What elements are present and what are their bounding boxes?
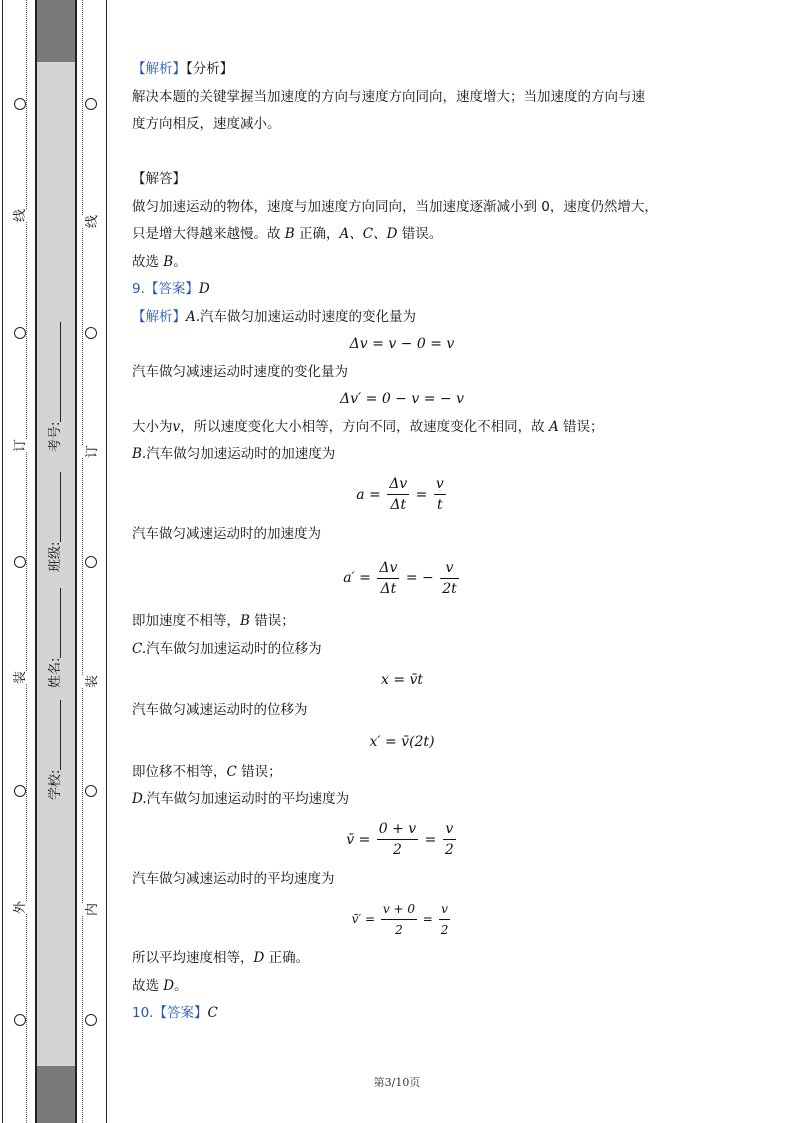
answer-letter: C xyxy=(207,1005,218,1021)
inner-char-zhuang: 装 xyxy=(81,675,100,688)
fraction xyxy=(387,474,409,515)
analysis-tag: 【解析】 xyxy=(132,61,186,77)
numerator: 0 + v xyxy=(377,819,418,840)
answer-letter: D xyxy=(198,281,210,297)
text-run: 大小为 xyxy=(132,418,173,435)
text-line xyxy=(132,414,672,442)
text-run: 。 xyxy=(173,253,187,270)
inner-char-nei: 内 xyxy=(81,903,100,916)
question-10-answer xyxy=(132,1000,672,1028)
margin-border-right xyxy=(106,0,107,1123)
option-letter: A xyxy=(548,418,559,435)
name-label: 姓名: xyxy=(48,657,63,688)
option-letter: B xyxy=(284,226,295,242)
option-letter: D. xyxy=(132,791,147,807)
inner-circle-mark xyxy=(85,327,97,339)
option-letters: A、C、D xyxy=(339,226,398,242)
denominator: 2 xyxy=(395,923,403,937)
eq-lhs: v̄ = xyxy=(346,831,371,848)
equation-displacement: x = v̄t xyxy=(380,672,424,688)
solution-line: 做匀加速运动的物体，速度与加速度方向同向，当加速度逐渐减小到 0，速度仍然增大， xyxy=(132,198,658,215)
denominator: 2 xyxy=(440,923,449,937)
numerator: Δv xyxy=(377,558,399,579)
option-letter: B xyxy=(240,613,250,629)
inner-circle-mark xyxy=(85,556,97,568)
denominator: t xyxy=(437,497,443,513)
numerator: v xyxy=(439,899,451,920)
option-letter: D xyxy=(253,950,265,966)
denominator: Δt xyxy=(390,497,407,513)
text-run: 只是增大得越来越慢。故 xyxy=(132,226,285,242)
equation-displacement-prime: x′ = v̄(2t) xyxy=(369,733,435,750)
exam-number-field xyxy=(44,322,63,452)
variable: v xyxy=(172,418,181,435)
text-run: 故选 xyxy=(132,977,164,994)
outer-circle-mark xyxy=(14,556,26,568)
option-letter: B xyxy=(163,253,174,270)
question-9-answer xyxy=(132,276,672,304)
q9-analysis-line xyxy=(132,304,672,332)
text-run: 错误； xyxy=(558,418,604,435)
fraction xyxy=(434,474,446,515)
equation-delta-v-prime: Δv′ = 0 − v = − v xyxy=(340,391,464,407)
numerator: v xyxy=(443,819,456,840)
analysis-subtag: 【分析】 xyxy=(186,61,234,77)
text-line xyxy=(132,786,672,814)
text-run: 汽车做匀加速运动时速度的变化量为 xyxy=(200,308,417,325)
numerator: v xyxy=(440,558,459,579)
answer-content xyxy=(132,56,672,1028)
inner-dotted-line xyxy=(82,0,83,1123)
exam-number-blank xyxy=(50,322,61,422)
exam-number-label: 考号: xyxy=(48,421,63,452)
text-line: 汽车做匀减速运动时速度的变化量为 xyxy=(132,363,348,380)
denominator: 2 xyxy=(444,842,454,858)
option-letter: C. xyxy=(132,640,147,657)
equation-average-velocity xyxy=(132,814,672,866)
analysis-line: 度方向相反，速度减小。 xyxy=(132,116,281,132)
inner-circle-mark xyxy=(85,98,97,110)
fraction xyxy=(439,899,451,940)
class-blank xyxy=(50,472,61,542)
class-field xyxy=(44,472,63,572)
inner-char-ding: 订 xyxy=(81,445,100,458)
eq-operator: = xyxy=(422,912,433,926)
text-run: 。 xyxy=(174,977,188,994)
outer-dotted-line xyxy=(26,0,27,1123)
option-letter: C xyxy=(226,763,237,780)
text-run: 错误； xyxy=(236,763,282,780)
eq-operator: = xyxy=(424,831,437,848)
inner-circle-mark xyxy=(85,1014,97,1026)
analysis-line: 解决本题的关键掌握当加速度的方向与速度方向同向，速度增大；当加速度的方向与速 xyxy=(132,88,645,105)
numerator: Δv xyxy=(387,474,409,495)
fraction xyxy=(440,558,459,599)
text-run: 所以平均速度相等， xyxy=(132,950,254,966)
text-line xyxy=(132,636,672,664)
numerator: v + 0 xyxy=(381,899,417,920)
option-letter: D xyxy=(163,977,175,994)
text-line xyxy=(132,608,672,636)
text-run: 正确。 xyxy=(264,950,310,966)
text-line xyxy=(132,441,672,469)
choice-line xyxy=(132,973,672,1001)
equation-average-velocity-prime xyxy=(132,893,672,945)
text-run: 正确， xyxy=(294,226,340,242)
equation-delta-v: Δv = v − 0 = v xyxy=(349,336,455,352)
question-number: 10. xyxy=(132,1005,154,1021)
eq-lhs: v̄′ = xyxy=(351,912,376,926)
fraction xyxy=(377,558,399,599)
solution-line xyxy=(132,221,672,249)
answer-tag: 【答案】 xyxy=(144,281,199,297)
option-letter: A. xyxy=(186,308,201,325)
class-label: 班级: xyxy=(48,541,63,572)
text-run: 错误。 xyxy=(397,226,443,242)
text-run: 汽车做匀加速运动时的加速度为 xyxy=(146,446,336,462)
eq-operator: = − xyxy=(405,570,434,586)
school-blank xyxy=(50,700,61,770)
denominator: 2 xyxy=(393,842,402,858)
outer-char-wai: 外 xyxy=(9,901,28,914)
answer-tag: 【答案】 xyxy=(153,1005,208,1021)
text-line xyxy=(132,759,672,787)
text-run: 即位移不相等， xyxy=(132,763,227,780)
question-number: 9. xyxy=(132,281,145,297)
text-line: 汽车做匀减速运动时的平均速度为 xyxy=(132,870,335,887)
outer-circle-mark xyxy=(14,1014,26,1026)
outer-circle-mark xyxy=(14,327,26,339)
school-label: 学校: xyxy=(48,769,63,800)
inner-char-xian: 线 xyxy=(81,215,100,228)
school-field xyxy=(44,700,63,800)
outer-char-ding: 订 xyxy=(9,439,28,452)
name-field xyxy=(44,588,63,688)
text-run: ，所以速度变化大小相等，方向不同，故速度变化不相同，故 xyxy=(180,418,549,435)
text-run: 即加速度不相等， xyxy=(132,613,240,629)
option-letter: B. xyxy=(132,446,147,462)
strip-top-block xyxy=(35,0,77,62)
equation-acceleration xyxy=(132,469,672,521)
margin-border-left xyxy=(2,0,3,1123)
fraction xyxy=(443,819,456,860)
eq-lhs: a = xyxy=(356,486,381,503)
choice-line xyxy=(132,249,672,277)
outer-circle-mark xyxy=(14,98,26,110)
text-run: 故选 xyxy=(132,253,164,270)
outer-char-zhuang: 装 xyxy=(9,671,28,684)
analysis-heading xyxy=(132,56,672,84)
eq-operator: = xyxy=(415,486,428,503)
spacer xyxy=(132,139,672,167)
name-blank xyxy=(50,588,61,658)
page-number: 第3/10页 xyxy=(373,1076,421,1089)
denominator: Δt xyxy=(380,580,397,597)
text-run: 汽车做匀加速运动时的平均速度为 xyxy=(146,791,350,807)
text-run: 错误； xyxy=(249,613,295,629)
eq-lhs: a′ = xyxy=(343,570,371,586)
fraction xyxy=(377,819,418,860)
outer-char-xian: 线 xyxy=(9,209,28,222)
analysis-tag: 【解析】 xyxy=(132,308,186,325)
inner-circle-mark xyxy=(85,785,97,797)
text-line: 汽车做匀减速运动时的加速度为 xyxy=(132,525,321,542)
text-line xyxy=(132,945,672,973)
binding-margin xyxy=(0,0,108,1123)
solution-heading: 【解答】 xyxy=(132,171,186,187)
numerator: v xyxy=(434,474,446,495)
denominator: 2t xyxy=(442,580,457,597)
text-run: 汽车做匀加速运动时的位移为 xyxy=(146,640,322,657)
text-line: 汽车做匀减速运动时的位移为 xyxy=(132,702,308,718)
fraction xyxy=(381,899,417,940)
outer-circle-mark xyxy=(14,785,26,797)
equation-acceleration-prime xyxy=(132,548,672,608)
